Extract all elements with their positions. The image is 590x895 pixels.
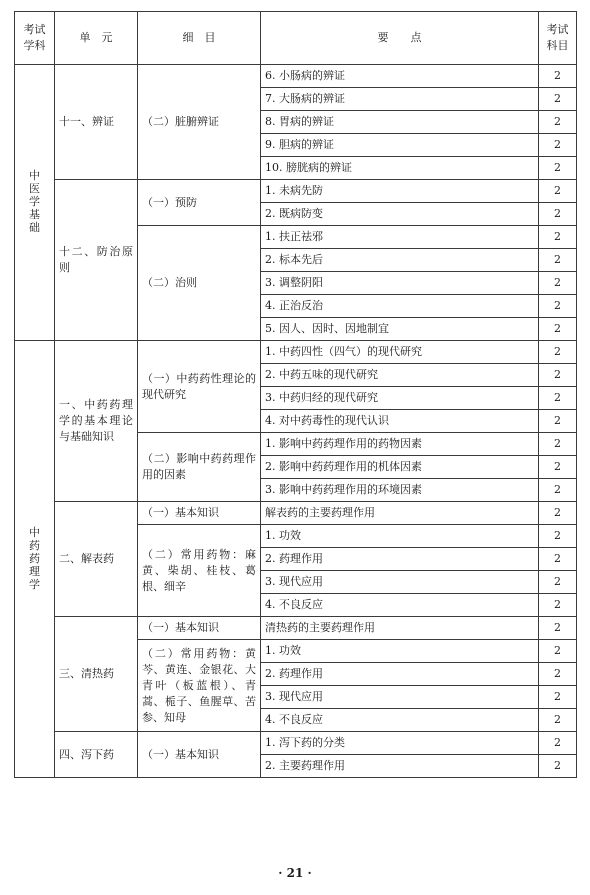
point-cell: 2. 药理作用 (261, 663, 539, 686)
detail-cell: （一）中药药性理论的现代研究 (138, 341, 261, 433)
header-detail: 细 目 (138, 12, 261, 65)
table-body (15, 65, 577, 778)
syllabus-table (14, 11, 577, 778)
score-cell: 2 (539, 272, 577, 295)
point-cell: 5. 因人、因时、因地制宜 (261, 318, 539, 341)
score-cell: 2 (539, 548, 577, 571)
point-cell: 1. 功效 (261, 640, 539, 663)
subject-cell (15, 341, 55, 778)
table-row (15, 341, 577, 364)
score-cell: 2 (539, 364, 577, 387)
detail-cell: （一）基本知识 (138, 732, 261, 778)
header-score: 考试科目 (539, 12, 577, 65)
table-row (15, 617, 577, 640)
table-row (15, 502, 577, 525)
score-cell: 2 (539, 594, 577, 617)
score-cell: 2 (539, 318, 577, 341)
point-cell: 7. 大肠病的辨证 (261, 88, 539, 111)
unit-cell: 十二、防治原则 (55, 180, 138, 341)
point-cell: 1. 功效 (261, 525, 539, 548)
point-cell: 清热药的主要药理作用 (261, 617, 539, 640)
table-row (15, 65, 577, 88)
point-cell: 3. 现代应用 (261, 571, 539, 594)
score-cell: 2 (539, 686, 577, 709)
score-cell: 2 (539, 433, 577, 456)
point-cell: 8. 胃病的辨证 (261, 111, 539, 134)
unit-cell: 二、解表药 (55, 502, 138, 617)
point-cell: 2. 药理作用 (261, 548, 539, 571)
score-cell: 2 (539, 410, 577, 433)
score-cell: 2 (539, 341, 577, 364)
header-points: 要 点 (261, 12, 539, 65)
point-cell: 2. 中药五味的现代研究 (261, 364, 539, 387)
score-cell: 2 (539, 65, 577, 88)
detail-cell: （一）基本知识 (138, 502, 261, 525)
score-cell: 2 (539, 157, 577, 180)
table-row (15, 180, 577, 203)
unit-cell: 十一、辨证 (55, 65, 138, 180)
point-cell: 10. 膀胱病的辨证 (261, 157, 539, 180)
point-cell: 9. 胆病的辨证 (261, 134, 539, 157)
point-cell: 2. 主要药理作用 (261, 755, 539, 778)
point-cell: 3. 现代应用 (261, 686, 539, 709)
point-cell: 1. 影响中药药理作用的药物因素 (261, 433, 539, 456)
score-cell: 2 (539, 732, 577, 755)
score-cell: 2 (539, 755, 577, 778)
unit-cell: 四、泻下药 (55, 732, 138, 778)
point-cell: 3. 影响中药药理作用的环境因素 (261, 479, 539, 502)
score-cell: 2 (539, 479, 577, 502)
score-cell: 2 (539, 295, 577, 318)
score-cell: 2 (539, 203, 577, 226)
table-row (15, 732, 577, 755)
detail-cell: （二）常用药物：黄芩、黄连、金银花、大青叶（板蓝根）、青蒿、栀子、鱼腥草、苦参、知母 (138, 640, 261, 732)
detail-cell: （二）常用药物：麻黄、柴胡、桂枝、葛根、细辛 (138, 525, 261, 617)
table-header-row (15, 12, 577, 65)
point-cell: 2. 既病防变 (261, 203, 539, 226)
detail-cell: （二）治则 (138, 226, 261, 341)
point-cell: 6. 小肠病的辨证 (261, 65, 539, 88)
point-cell: 4. 不良反应 (261, 594, 539, 617)
detail-cell: （二）脏腑辨证 (138, 65, 261, 180)
subject-name: 中医学基础 (29, 169, 40, 234)
score-cell: 2 (539, 456, 577, 479)
score-cell: 2 (539, 502, 577, 525)
score-cell: 2 (539, 617, 577, 640)
point-cell: 2. 影响中药药理作用的机体因素 (261, 456, 539, 479)
header-unit: 单 元 (55, 12, 138, 65)
detail-cell: （一）基本知识 (138, 617, 261, 640)
detail-cell: （二）影响中药药理作用的因素 (138, 433, 261, 502)
unit-cell: 三、清热药 (55, 617, 138, 732)
subject-name: 中药药理学 (29, 525, 40, 591)
point-cell: 1. 中药四性（四气）的现代研究 (261, 341, 539, 364)
point-cell: 3. 调整阴阳 (261, 272, 539, 295)
score-cell: 2 (539, 709, 577, 732)
score-cell: 2 (539, 571, 577, 594)
subject-cell (15, 65, 55, 341)
point-cell: 4. 不良反应 (261, 709, 539, 732)
score-cell: 2 (539, 387, 577, 410)
point-cell: 1. 扶正祛邪 (261, 226, 539, 249)
unit-cell: 一、中药药理学的基本理论与基础知识 (55, 341, 138, 502)
point-cell: 1. 泻下药的分类 (261, 732, 539, 755)
score-cell: 2 (539, 525, 577, 548)
score-cell: 2 (539, 180, 577, 203)
score-cell: 2 (539, 88, 577, 111)
page-number: · 21 · (278, 866, 312, 880)
score-cell: 2 (539, 134, 577, 157)
score-cell: 2 (539, 226, 577, 249)
point-cell: 4. 正治反治 (261, 295, 539, 318)
point-cell: 3. 中药归经的现代研究 (261, 387, 539, 410)
score-cell: 2 (539, 249, 577, 272)
point-cell: 1. 未病先防 (261, 180, 539, 203)
score-cell: 2 (539, 111, 577, 134)
header-subject: 考试学科 (15, 12, 55, 65)
score-cell: 2 (539, 663, 577, 686)
point-cell: 解表药的主要药理作用 (261, 502, 539, 525)
point-cell: 2. 标本先后 (261, 249, 539, 272)
score-cell: 2 (539, 640, 577, 663)
detail-cell: （一）预防 (138, 180, 261, 226)
point-cell: 4. 对中药毒性的现代认识 (261, 410, 539, 433)
